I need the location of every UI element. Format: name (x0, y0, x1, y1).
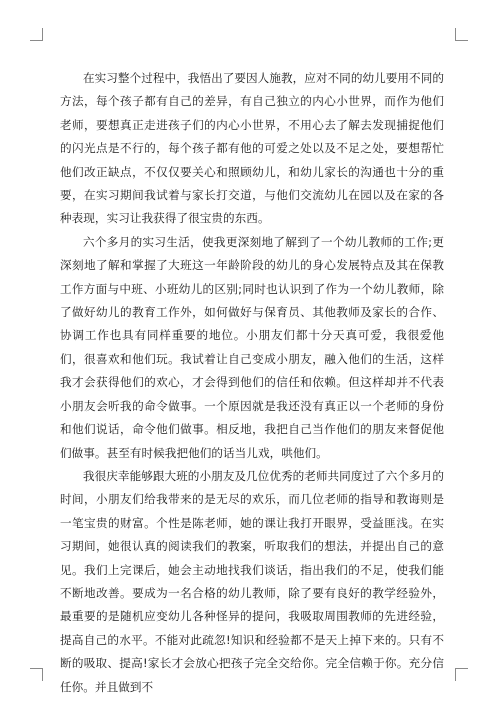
crop-mark-bottom-left (30, 668, 43, 681)
paragraph-2: 六个多月的实习生活，使我更深刻地了解到了一个幼儿教师的工作;更深刻地了解和掌握了大班这一年龄阶段的幼儿的身心发展特点及其在保教工作方面与中班、小班幼儿的区别;同时也认识到了作为一个幼儿教师，除了做好幼儿的教育工作外，如何做好与保育员、其他教师及家长的合作、协调工作也具有同样重要的地位。小朋友们都十分天真可爱，我很爱他们，很喜欢和他们玩。我试着让自己变成小朋友，融入他们的生活，这样我才会获得他们的欢心，才会得到他们的信任和依赖。但这样却并不代表小朋友会听我的命令做事。一个原因就是我还没有真正以一个老师的身份和他们说话，命令他们做事。相反地，我把自己当作他们的朋友来督促他们做事。甚至有时候我把他们的话当儿戏，哄他们。 (60, 234, 444, 460)
document-body (60, 67, 444, 699)
paragraph-3: 我很庆幸能够跟大班的小朋友及几位优秀的老师共同度过了六个多月的时间，小朋友们给我带来的是无尽的欢乐，而几位老师的指导和教诲则是一笔宝贵的财富。个性是陈老师，她的课让我打开眼界，受益匪浅。在实习期间，她很认真的阅读我们的教案，听取我们的想法，并提出自己的意见。我们上完课后，她会主动地找我们谈话，指出我们的不足，使我们能不断地改善。要成为一名合格的幼儿教师，除了要有良好的教学经验外，最重要的是随机应变幼儿各种怪异的提问，我吸取周围教师的先进经验，提高自己的水平。不能对此疏忽!知识和经验都不是天上掉下来的。只有不断的吸取、提高!家长才会放心把孩子完全交给你。完全信赖于你。充分信任你。并且做到不 (60, 468, 444, 694)
paragraph-1: 在实习整个过程中，我悟出了要因人施教，应对不同的幼儿要用不同的方法，每个孩子都有自己的差异，有自己独立的内心小世界，而作为他们老师，要想真正走进孩子们的内心小世界，不用心去了解去发现捕捉他们的闪光点是不行的，每个孩子都有他的可爱之处以及不足之处，要想帮忙他们改正缺点，不仅仅要关心和照顾幼儿，和幼儿家长的沟通也十分的重要，在实习期间我试着与家长打交道，与他们交流幼儿在园以及在家的各种表现，实习让我获得了很宝贵的东西。 (60, 71, 444, 226)
crop-mark-top-right (455, 28, 468, 41)
crop-mark-bottom-right (455, 668, 468, 681)
crop-mark-top-left (30, 28, 43, 41)
